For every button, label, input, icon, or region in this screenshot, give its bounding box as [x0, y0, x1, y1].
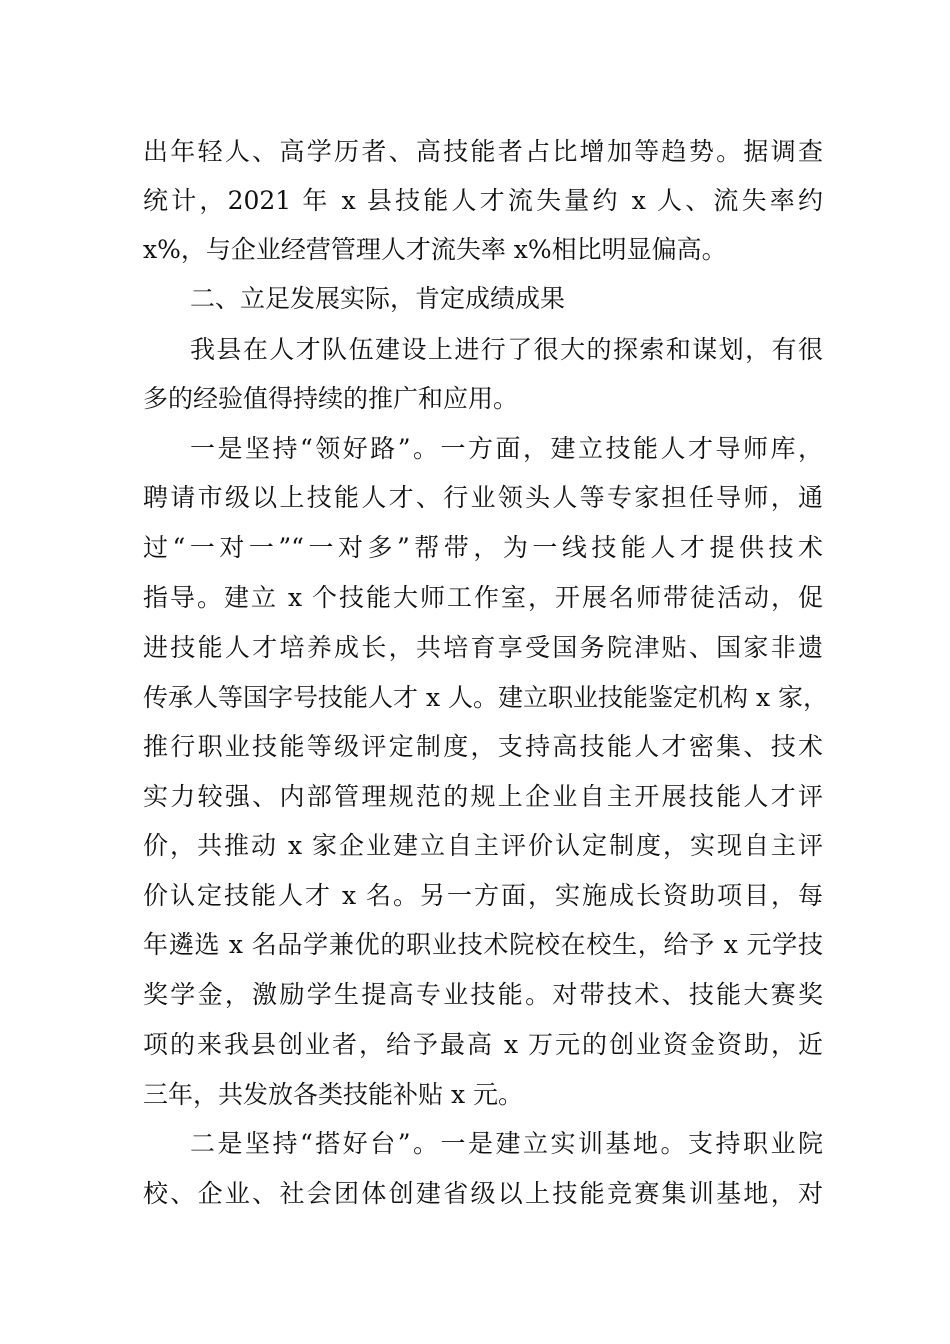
body-text-line: 二是坚持“搭好台”。一是建立实训基地。支持职业院 — [190, 1129, 823, 1158]
body-text-line: 传承人等国字号技能人才 x 人。建立职业技能鉴定机构 x 家， — [143, 683, 828, 712]
body-text-line: 进技能人才培养成长，共培育享受国务院津贴、国家非遗 — [143, 633, 823, 662]
body-text-line: 过“一对一”“一对多”帮带，为一线技能人才提供技术 — [143, 533, 823, 562]
body-text-line: x%，与企业经营管理人才流失率 x%相比明显偏高。 — [143, 235, 727, 264]
body-text-line: 三年，共发放各类技能补贴 x 元。 — [143, 1080, 523, 1109]
body-text-line: 校、企业、社会团体创建省级以上技能竞赛集训基地，对 — [143, 1179, 823, 1208]
body-text-line: 实力较强、内部管理规范的规上企业自主开展技能人才评 — [143, 782, 823, 811]
body-text-line: 价认定技能人才 x 名。另一方面，实施成长资助项目，每 — [143, 881, 823, 910]
body-text-line: 项的来我县创业者，给予最高 x 万元的创业资金资助，近 — [143, 1030, 823, 1059]
body-text-line: 指导。建立 x 个技能大师工作室，开展名师带徒活动，促 — [143, 583, 823, 612]
body-text-line: 统计，2021 年 x 县技能人才流失量约 x 人、流失率约 — [143, 186, 823, 215]
section-heading: 二、立足发展实际，肯定成绩成果 — [190, 284, 566, 313]
body-text-line: 我县在人才队伍建设上进行了很大的探索和谋划，有很 — [190, 335, 823, 364]
body-text-line: 聘请市级以上技能人才、行业领头人等专家担任导师，通 — [143, 483, 823, 512]
body-text-line: 一是坚持“领好路”。一方面，建立技能人才导师库， — [190, 434, 823, 463]
body-text-line: 价，共推动 x 家企业建立自主评价认定制度，实现自主评 — [143, 831, 823, 860]
body-text-line: 年遴选 x 名品学兼优的职业技术院校在校生，给予 x 元学技 — [143, 930, 823, 959]
body-text-line: 多的经验值得持续的推广和应用。 — [143, 384, 519, 413]
body-text-line: 出年轻人、高学历者、高技能者占比增加等趋势。据调查 — [143, 137, 823, 166]
body-text-line: 奖学金，激励学生提高专业技能。对带技术、技能大赛奖 — [143, 980, 823, 1009]
body-text-line: 推行职业技能等级评定制度，支持高技能人才密集、技术 — [143, 732, 823, 761]
